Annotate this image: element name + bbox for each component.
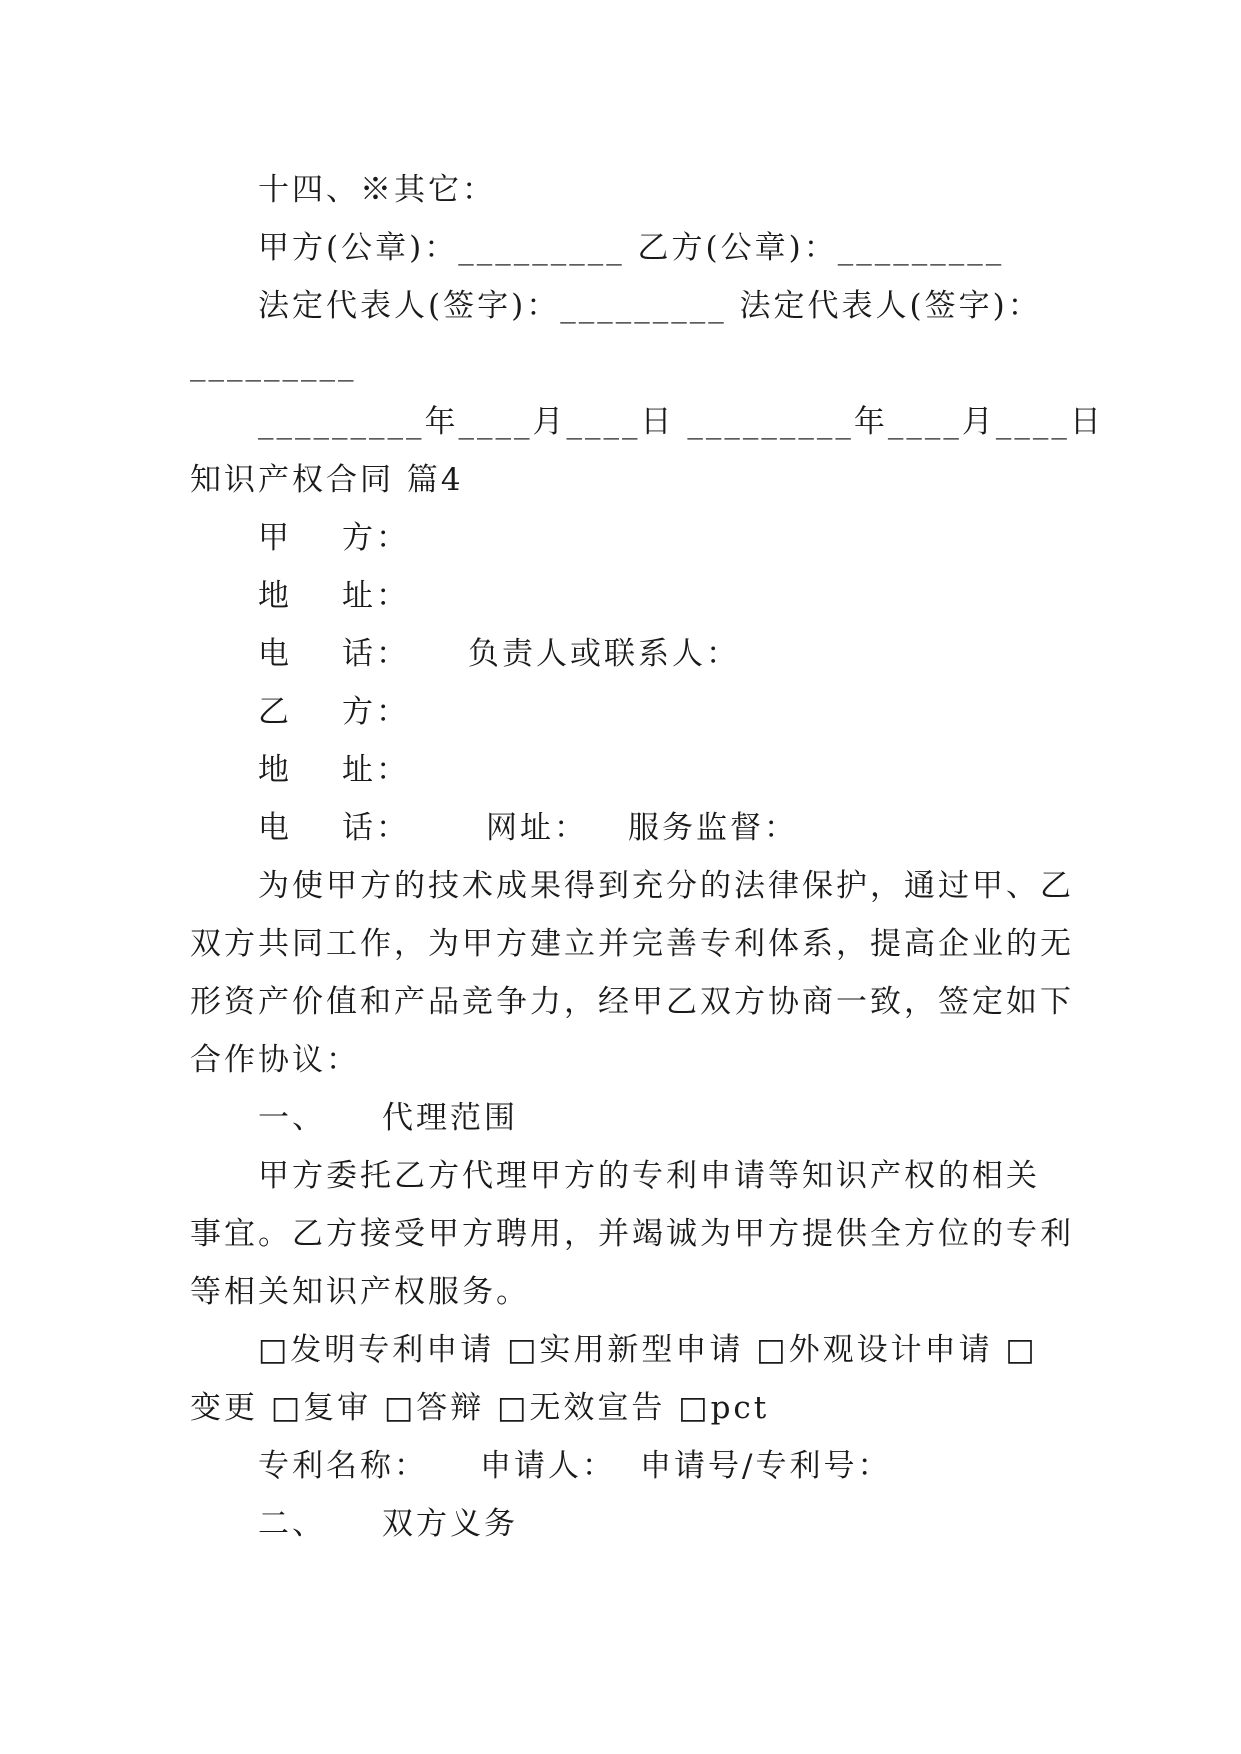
patent-name-label: 专利名称： bbox=[258, 1448, 428, 1484]
date-line: _________年____月____日 _________年____月____日 bbox=[258, 404, 1104, 440]
phone-label-2: 话： bbox=[342, 810, 410, 846]
paragraph-1-line-3: 形资产价值和产品竞争力，经甲乙双方协商一致，签定如下 bbox=[190, 984, 1074, 1020]
paragraph-2-line-3: 等相关知识产权服务。 bbox=[190, 1274, 530, 1310]
party-b-label-2: 方： bbox=[342, 694, 410, 730]
section-2-heading bbox=[258, 1504, 1128, 1544]
phone-label: 电 bbox=[258, 810, 292, 846]
paragraph-1-line-4: 合作协议： bbox=[190, 1042, 360, 1078]
section-14-title: 十四、※其它： bbox=[258, 172, 496, 208]
party-b-label: 乙 bbox=[258, 694, 292, 730]
paragraph-2-line-2: 事宜。乙方接受甲方聘用，并竭诚为甲方提供全方位的专利 bbox=[190, 1216, 1074, 1252]
party-a-phone-line bbox=[258, 634, 1128, 674]
phone-label: 电 bbox=[258, 636, 292, 672]
party-a-line bbox=[258, 518, 1128, 558]
section-2-number: 二、 bbox=[258, 1506, 326, 1542]
section-1-number: 一、 bbox=[258, 1100, 326, 1136]
contact-label: 负责人或联系人： bbox=[468, 636, 740, 672]
legal-rep-line: 法定代表人(签字)：_________ 法定代表人(签字)： bbox=[258, 288, 1042, 324]
seal-line: 甲方(公章)：_________ 乙方(公章)：_________ bbox=[258, 230, 1005, 266]
website-label: 网址： bbox=[486, 810, 588, 846]
paragraph-1-line-2: 双方共同工作，为甲方建立并完善专利体系，提高企业的无 bbox=[190, 926, 1074, 962]
party-b-line bbox=[258, 692, 1128, 732]
party-a-label-2: 方： bbox=[342, 520, 410, 556]
phone-label-2: 话： bbox=[342, 636, 410, 672]
applicant-label: 申请人： bbox=[480, 1448, 616, 1484]
patent-fields-line bbox=[258, 1446, 1128, 1486]
section-2-title: 双方义务 bbox=[382, 1506, 518, 1542]
supervision-label: 服务监督： bbox=[628, 810, 798, 846]
address-label-2: 址： bbox=[342, 752, 410, 788]
legal-rep-blank: _________ bbox=[190, 346, 357, 382]
options-line-1: □发明专利申请 □实用新型申请 □外观设计申请 □ bbox=[258, 1332, 1038, 1368]
party-a-label: 甲 bbox=[258, 520, 292, 556]
address-label-2: 址： bbox=[342, 578, 410, 614]
party-b-phone-line bbox=[258, 808, 1128, 848]
options-line-2: 变更 □复审 □答辩 □无效宣告 □pct bbox=[190, 1390, 770, 1426]
application-number-label: 申请号/专利号： bbox=[640, 1448, 892, 1484]
address-label: 地 bbox=[258, 578, 292, 614]
section-1-title: 代理范围 bbox=[382, 1100, 518, 1136]
section-1-heading bbox=[258, 1098, 1128, 1138]
paragraph-2-line-1: 甲方委托乙方代理甲方的专利申请等知识产权的相关 bbox=[258, 1158, 1040, 1194]
contract-heading: 知识产权合同 篇4 bbox=[190, 462, 464, 498]
party-a-address-line bbox=[258, 576, 1128, 616]
paragraph-1-line-1: 为使甲方的技术成果得到充分的法律保护，通过甲、乙 bbox=[258, 868, 1074, 904]
party-b-address-line bbox=[258, 750, 1128, 790]
address-label: 地 bbox=[258, 752, 292, 788]
